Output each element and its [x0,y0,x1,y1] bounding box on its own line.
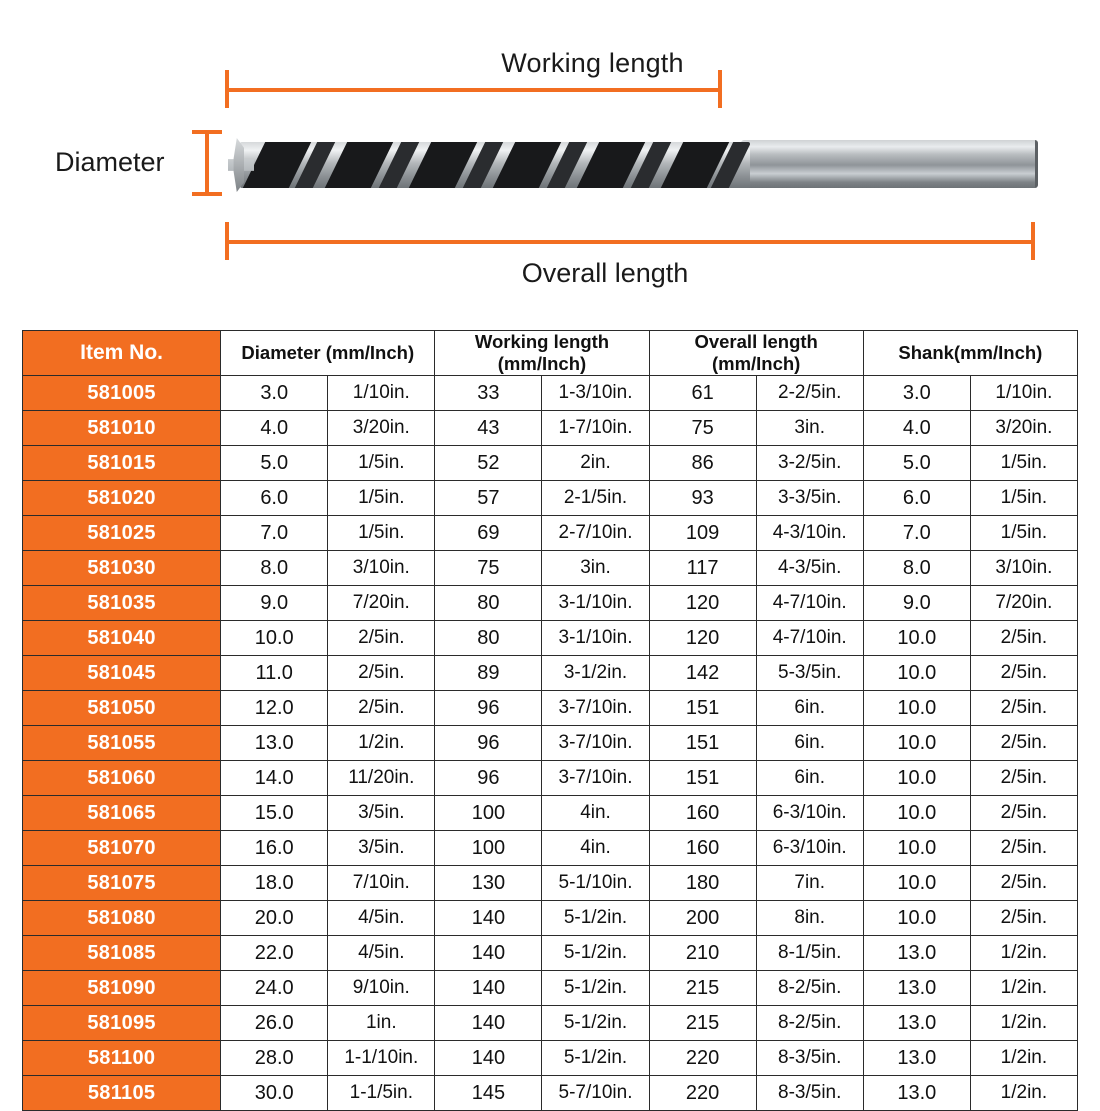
cell-item-no: 581035 [23,586,221,621]
cell-working-length-mm: 80 [435,621,542,656]
cell-diameter-in: 9/10in. [328,971,435,1006]
cell-working-length-mm: 140 [435,971,542,1006]
cell-item-no: 581005 [23,376,221,411]
cell-overall-length-mm: 151 [649,726,756,761]
cell-shank-in: 1/5in. [970,481,1077,516]
table-header [23,331,1078,376]
cell-working-length-in: 3-7/10in. [542,726,649,761]
cell-item-no: 581080 [23,901,221,936]
cell-overall-length-mm: 120 [649,621,756,656]
working-length-rule [225,88,722,92]
cell-diameter-in: 4/5in. [328,901,435,936]
cell-overall-length-mm: 215 [649,1006,756,1041]
cell-overall-length-in: 3-2/5in. [756,446,863,481]
cell-diameter-mm: 4.0 [221,411,328,446]
diameter-rule-bottom-cap [192,192,222,196]
table-row [23,411,1078,446]
cell-diameter-in: 3/10in. [328,551,435,586]
cell-working-length-in: 5-7/10in. [542,1076,649,1111]
cell-shank-mm: 13.0 [863,1076,970,1111]
cell-shank-in: 1/5in. [970,516,1077,551]
cell-shank-in: 1/2in. [970,1041,1077,1076]
cell-working-length-mm: 130 [435,866,542,901]
cell-diameter-mm: 20.0 [221,901,328,936]
cell-item-no: 581020 [23,481,221,516]
header-diameter: Diameter (mm/Inch) [221,331,435,376]
cell-diameter-mm: 13.0 [221,726,328,761]
cell-working-length-mm: 43 [435,411,542,446]
cell-overall-length-mm: 61 [649,376,756,411]
table-row [23,1006,1078,1041]
cell-diameter-in: 7/20in. [328,586,435,621]
cell-working-length-mm: 89 [435,656,542,691]
cell-diameter-mm: 11.0 [221,656,328,691]
cell-working-length-in: 5-1/2in. [542,936,649,971]
cell-shank-mm: 6.0 [863,481,970,516]
cell-working-length-in: 5-1/2in. [542,1041,649,1076]
cell-shank-mm: 13.0 [863,936,970,971]
cell-working-length-in: 4in. [542,831,649,866]
cell-item-no: 581015 [23,446,221,481]
cell-diameter-mm: 30.0 [221,1076,328,1111]
cell-overall-length-in: 2-2/5in. [756,376,863,411]
cell-diameter-in: 1/5in. [328,516,435,551]
cell-shank-in: 2/5in. [970,866,1077,901]
table-row [23,1076,1078,1111]
cell-diameter-in: 1-1/5in. [328,1076,435,1111]
cell-diameter-in: 3/5in. [328,831,435,866]
cell-item-no: 581065 [23,796,221,831]
cell-item-no: 581085 [23,936,221,971]
cell-shank-in: 1/10in. [970,376,1077,411]
cell-diameter-mm: 22.0 [221,936,328,971]
cell-shank-mm: 3.0 [863,376,970,411]
cell-overall-length-mm: 93 [649,481,756,516]
table-row [23,446,1078,481]
cell-working-length-in: 3-1/10in. [542,621,649,656]
cell-overall-length-in: 8-1/5in. [756,936,863,971]
cell-overall-length-mm: 215 [649,971,756,1006]
cell-overall-length-in: 6in. [756,761,863,796]
cell-shank-in: 1/2in. [970,971,1077,1006]
cell-overall-length-in: 4-7/10in. [756,621,863,656]
cell-overall-length-in: 6in. [756,726,863,761]
cell-shank-mm: 13.0 [863,1041,970,1076]
cell-overall-length-in: 4-7/10in. [756,586,863,621]
cell-shank-mm: 5.0 [863,446,970,481]
cell-working-length-in: 3in. [542,551,649,586]
cell-shank-mm: 10.0 [863,656,970,691]
cell-diameter-mm: 16.0 [221,831,328,866]
cell-shank-mm: 9.0 [863,586,970,621]
cell-item-no: 581045 [23,656,221,691]
table-row [23,481,1078,516]
cell-diameter-in: 1/5in. [328,481,435,516]
cell-overall-length-in: 8in. [756,901,863,936]
cell-overall-length-in: 8-3/5in. [756,1041,863,1076]
cell-item-no: 581055 [23,726,221,761]
cell-diameter-in: 1-1/10in. [328,1041,435,1076]
cell-diameter-mm: 28.0 [221,1041,328,1076]
cell-diameter-mm: 5.0 [221,446,328,481]
cell-working-length-in: 1-7/10in. [542,411,649,446]
cell-diameter-in: 4/5in. [328,936,435,971]
cell-diameter-in: 2/5in. [328,691,435,726]
cell-overall-length-mm: 220 [649,1041,756,1076]
overall-length-text: Overall length [521,258,689,288]
cell-working-length-in: 5-1/2in. [542,971,649,1006]
cell-working-length-in: 3-1/2in. [542,656,649,691]
cell-shank-in: 1/2in. [970,936,1077,971]
cell-diameter-in: 3/5in. [328,796,435,831]
cell-shank-mm: 10.0 [863,866,970,901]
cell-overall-length-mm: 109 [649,516,756,551]
cell-working-length-mm: 140 [435,1041,542,1076]
cell-working-length-in: 4in. [542,796,649,831]
cell-diameter-in: 7/10in. [328,866,435,901]
cell-diameter-in: 11/20in. [328,761,435,796]
cell-item-no: 581100 [23,1041,221,1076]
cell-overall-length-in: 8-2/5in. [756,971,863,1006]
product-diagram [0,0,1100,310]
cell-working-length-in: 3-1/10in. [542,586,649,621]
cell-shank-in: 2/5in. [970,726,1077,761]
cell-item-no: 581050 [23,691,221,726]
cell-working-length-in: 3-7/10in. [542,761,649,796]
working-length-rule-end-cap [718,70,722,108]
cell-shank-in: 2/5in. [970,656,1077,691]
cell-shank-mm: 10.0 [863,831,970,866]
cell-item-no: 581040 [23,621,221,656]
cell-shank-in: 2/5in. [970,621,1077,656]
table-row [23,586,1078,621]
cell-working-length-mm: 140 [435,936,542,971]
cell-overall-length-mm: 75 [649,411,756,446]
cell-item-no: 581025 [23,516,221,551]
cell-working-length-mm: 145 [435,1076,542,1111]
cell-working-length-mm: 33 [435,376,542,411]
table-row [23,796,1078,831]
cell-shank-in: 2/5in. [970,831,1077,866]
cell-shank-mm: 13.0 [863,971,970,1006]
cell-shank-in: 2/5in. [970,691,1077,726]
drill-bit-flutes [240,142,750,188]
cell-working-length-mm: 57 [435,481,542,516]
cell-overall-length-in: 5-3/5in. [756,656,863,691]
cell-item-no: 581075 [23,866,221,901]
table-row [23,691,1078,726]
cell-working-length-in: 3-7/10in. [542,691,649,726]
table-row [23,901,1078,936]
table-row [23,761,1078,796]
cell-overall-length-in: 8-2/5in. [756,1006,863,1041]
cell-diameter-mm: 24.0 [221,971,328,1006]
cell-working-length-mm: 80 [435,586,542,621]
cell-overall-length-mm: 142 [649,656,756,691]
table-row [23,726,1078,761]
header-shank: Shank(mm/Inch) [863,331,1077,376]
cell-overall-length-mm: 200 [649,901,756,936]
cell-working-length-mm: 69 [435,516,542,551]
cell-shank-in: 1/2in. [970,1076,1077,1111]
table-row [23,551,1078,586]
working-length-text: Working length [501,48,684,78]
cell-shank-mm: 10.0 [863,726,970,761]
cell-diameter-mm: 8.0 [221,551,328,586]
cell-shank-in: 1/5in. [970,446,1077,481]
cell-diameter-mm: 15.0 [221,796,328,831]
cell-overall-length-in: 7in. [756,866,863,901]
cell-diameter-mm: 14.0 [221,761,328,796]
header-overall-length: Overall length (mm/Inch) [649,331,863,376]
drill-bit-image [228,128,1035,200]
table-row [23,516,1078,551]
table-row [23,376,1078,411]
cell-shank-in: 2/5in. [970,901,1077,936]
cell-item-no: 581090 [23,971,221,1006]
cell-diameter-in: 2/5in. [328,656,435,691]
diameter-rule [205,130,209,196]
cell-diameter-mm: 7.0 [221,516,328,551]
cell-overall-length-in: 8-3/5in. [756,1076,863,1111]
cell-working-length-in: 2in. [542,446,649,481]
cell-working-length-mm: 140 [435,901,542,936]
table-row [23,1041,1078,1076]
diameter-rule-top-cap [192,130,222,134]
overall-length-rule-start-cap [225,222,229,260]
header-working-length: Working length (mm/Inch) [435,331,649,376]
cell-overall-length-in: 6-3/10in. [756,831,863,866]
cell-shank-mm: 8.0 [863,551,970,586]
table-row [23,656,1078,691]
diameter-label: Diameter [55,147,165,177]
cell-shank-mm: 10.0 [863,691,970,726]
cell-overall-length-mm: 120 [649,586,756,621]
cell-shank-in: 7/20in. [970,586,1077,621]
cell-working-length-mm: 52 [435,446,542,481]
overall-length-label [0,258,1100,289]
cell-working-length-mm: 75 [435,551,542,586]
cell-overall-length-mm: 220 [649,1076,756,1111]
table-row [23,936,1078,971]
cell-working-length-mm: 140 [435,1006,542,1041]
cell-overall-length-in: 6in. [756,691,863,726]
cell-working-length-in: 1-3/10in. [542,376,649,411]
cell-diameter-in: 2/5in. [328,621,435,656]
cell-diameter-in: 3/20in. [328,411,435,446]
header-item-no: Item No. [23,331,221,376]
table-row [23,866,1078,901]
cell-item-no: 581095 [23,1006,221,1041]
cell-working-length-in: 2-1/5in. [542,481,649,516]
cell-working-length-in: 5-1/2in. [542,1006,649,1041]
cell-item-no: 581060 [23,761,221,796]
cell-working-length-mm: 100 [435,831,542,866]
cell-overall-length-mm: 151 [649,761,756,796]
cell-shank-mm: 10.0 [863,796,970,831]
cell-overall-length-mm: 210 [649,936,756,971]
cell-item-no: 581070 [23,831,221,866]
cell-shank-in: 2/5in. [970,796,1077,831]
specification-table-wrapper [22,330,1078,1111]
cell-item-no: 581105 [23,1076,221,1111]
working-length-label [0,48,1100,79]
cell-diameter-mm: 18.0 [221,866,328,901]
cell-shank-mm: 13.0 [863,1006,970,1041]
cell-diameter-in: 1/10in. [328,376,435,411]
cell-shank-mm: 10.0 [863,621,970,656]
cell-diameter-in: 1in. [328,1006,435,1041]
cell-overall-length-mm: 160 [649,796,756,831]
overall-length-rule-end-cap [1031,222,1035,260]
cell-working-length-in: 5-1/10in. [542,866,649,901]
cell-overall-length-in: 3in. [756,411,863,446]
cell-diameter-mm: 12.0 [221,691,328,726]
cell-overall-length-mm: 160 [649,831,756,866]
cell-diameter-mm: 6.0 [221,481,328,516]
cell-working-length-in: 2-7/10in. [542,516,649,551]
cell-working-length-mm: 100 [435,796,542,831]
cell-item-no: 581010 [23,411,221,446]
cell-shank-mm: 10.0 [863,901,970,936]
overall-length-rule [225,240,1035,244]
cell-item-no: 581030 [23,551,221,586]
cell-shank-in: 2/5in. [970,761,1077,796]
cell-diameter-mm: 10.0 [221,621,328,656]
cell-shank-in: 3/20in. [970,411,1077,446]
cell-working-length-mm: 96 [435,761,542,796]
table-row [23,621,1078,656]
table-row [23,831,1078,866]
cell-diameter-mm: 26.0 [221,1006,328,1041]
table-row [23,971,1078,1006]
table-body [23,376,1078,1111]
cell-working-length-in: 5-1/2in. [542,901,649,936]
cell-working-length-mm: 96 [435,691,542,726]
cell-overall-length-in: 3-3/5in. [756,481,863,516]
table-header-row [23,331,1078,376]
cell-overall-length-in: 4-3/10in. [756,516,863,551]
cell-working-length-mm: 96 [435,726,542,761]
cell-overall-length-mm: 151 [649,691,756,726]
cell-overall-length-mm: 117 [649,551,756,586]
cell-shank-in: 3/10in. [970,551,1077,586]
cell-diameter-in: 1/2in. [328,726,435,761]
cell-overall-length-in: 6-3/10in. [756,796,863,831]
cell-shank-mm: 7.0 [863,516,970,551]
cell-diameter-mm: 3.0 [221,376,328,411]
specification-table [22,330,1078,1111]
cell-overall-length-mm: 86 [649,446,756,481]
cell-shank-mm: 4.0 [863,411,970,446]
drill-bit-shank [741,140,1038,188]
cell-overall-length-mm: 180 [649,866,756,901]
cell-diameter-mm: 9.0 [221,586,328,621]
cell-shank-mm: 10.0 [863,761,970,796]
cell-diameter-in: 1/5in. [328,446,435,481]
cell-overall-length-in: 4-3/5in. [756,551,863,586]
cell-shank-in: 1/2in. [970,1006,1077,1041]
working-length-rule-start-cap [225,70,229,108]
